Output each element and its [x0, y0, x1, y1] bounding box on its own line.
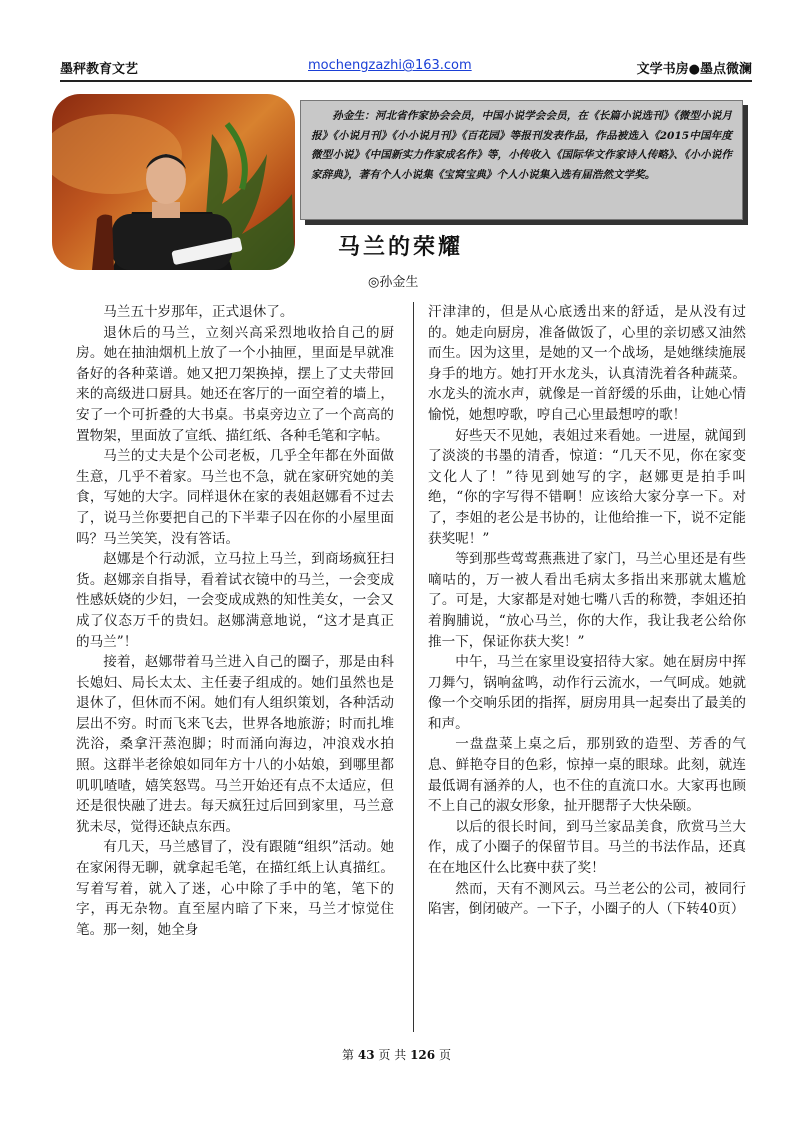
- column-name: 文学书房●墨点微澜: [636, 62, 752, 77]
- paragraph: 一盘盘菜上桌之后，那别致的造型、芳香的气息、鲜艳夺目的色彩，惊掉一桌的眼球。此刻，就连最低调有涵养的人，也不住的直流口水。大家再也顾不上自己的淑女形象，扯开腮帮子大快朵颐。: [428, 736, 746, 815]
- column-divider: [413, 302, 414, 1032]
- paragraph: 有几天，马兰感冒了，没有跟随“组织”活动。她在家闲得无聊，就拿起毛笔，在描红纸上认真描红。写着写着，就入了迷，心中除了手中的笔，笔下的字，再无杂物。直至屋内暗了下来，马兰才惊觉住笔。那一刻，她全身: [76, 839, 394, 938]
- paragraph: 等到那些莺莺燕燕进了家门，马兰心里还是有些嘀咕的，万一被人看出毛病太多指出来那就太尴尬了。可是，大家都是对她七嘴八舌的称赞，李姐还拍着胸脯说，“放心马兰，你的大作，我让我老公给你推一下，保证你获大奖！”: [428, 551, 746, 650]
- article-byline: ◎孙金生: [368, 275, 419, 290]
- paragraph: 中午，马兰在家里设宴招待大家。她在厨房中挥刀舞勺，锅响盆鸣，动作行云流水，一气呵成。她就像一个交响乐团的指挥，厨房用具一起奏出了最美的和声。: [428, 654, 746, 732]
- paragraph-continued: 汗津津的，但是从心底透出来的舒适，是从没有过的。她走向厨房，准备做饭了，心里的亲切感又油然而生。因为这里，是她的又一个战场，是她继续施展身手的地方。她打开水龙头，认真清洗着各种蔬菜。水龙头的流水声，就像是一首舒缓的乐曲，让她心情愉悦，她想哼歌，哼自己心里最想哼的歌！: [428, 304, 746, 423]
- paragraph: 好些天不见她，表姐过来看她。一进屋，就闻到了淡淡的书墨的清香，惊道：“几天不见，你在家变文化人了！”待见到她写的字，赵娜更是拍手叫绝，“你的字写得不错啊！应该给大家分享一下。对了，李姐的老公是书协的，让他给推一下，说不定能获奖呢！”: [428, 427, 746, 547]
- author-bio-text: 河北省作家协会会员，中国小说学会会员，在《长篇小说选刊》《微型小说月报》《小说月刊》《小小说月刊》《百花园》等报刊发表作品，作品被选入《2015中国年度微型小说》《中国新实力作家成名作》等，小传收入《国际华文作家诗人传略》、《小小说作家辞典》，著有个人小说集《宝窝宝典》个人小说集入选有届浩然文学奖。: [311, 110, 732, 181]
- paragraph: 马兰五十岁那年，正式退休了。: [103, 304, 294, 320]
- paragraph: 接着，赵娜带着马兰进入自己的圈子，那是由科长媳妇、局长太太、主任妻子组成的。她们虽然也是退休了，但休而不闲。她们有人组织策划，各种活动层出不穷。时而飞来飞去，世界各地旅游；时而扎堆洗浴，桑拿汗蒸泡脚；时而涌向海边，冲浪戏水拍照。这群半老徐娘如同年方十八的小姑娘，到哪里都叽叽喳喳，嬉笑怒骂。马兰开始还有点不太适应，但还是很快融了进去。每天疯狂过后回到家里，马兰意犹未尽，觉得还缺点东西。: [76, 654, 394, 835]
- paragraph: 以后的很长时间，到马兰家品美食，欣赏马兰大作，成了小圈子的保留节目。马兰的书法作品，还真在在地区什么比赛中获了奖！: [428, 818, 746, 877]
- footer-middle: 页 共: [378, 1048, 407, 1062]
- paragraph: 马兰的丈夫是个公司老板，几乎全年都在外面做生意，几乎不着家。马兰也不急，就在家研究她的美食，写她的大字。同样退休在家的表姐赵娜看不过去了，说马兰你要把自己的下半辈子囚在你的小屋里面吗？马兰笑笑，没有答话。: [76, 448, 394, 547]
- footer-suffix: 页: [438, 1048, 451, 1062]
- paragraph: 退休后的马兰，立刻兴高采烈地收拾自己的厨房。她在抽油烟机上放了一个小抽匣，里面是早就准备好的各种菜谱。她又把刀架换掉，摆上了丈夫带回来的高级进口厨具。她还在客厅的一面空着的墙上，安了一个可折叠的大书桌。书桌旁边立了一个高高的置物架，里面放了宣纸、描红纸、各种毛笔和字帖。: [76, 324, 394, 444]
- page-number: 43: [357, 1048, 375, 1062]
- author-photo: [52, 94, 295, 270]
- author-bio: [300, 100, 743, 220]
- email-link[interactable]: mochengzazhi@163.com: [308, 58, 472, 73]
- magazine-name: 墨秤教育文艺: [60, 62, 139, 77]
- author-name: 孙金生：: [332, 110, 375, 122]
- article-column-right: [428, 302, 746, 920]
- article-column-left: [76, 302, 394, 940]
- paragraph: 然而，天有不测风云。马兰老公的公司，被同行陷害，倒闭破产。一下子，小圈子的人（下转40页）: [428, 880, 746, 918]
- header-divider: [60, 80, 752, 82]
- author-portrait-illustration: [52, 94, 295, 270]
- page-footer: [0, 1046, 793, 1063]
- paragraph: 赵娜是个行动派，立马拉上马兰，到商场疯狂扫货。赵娜亲自指导，看着试衣镜中的马兰，一会变成性感妖娆的少妇，一会变成成熟的知性美女，一会又成了仪态万千的贵妇。赵娜满意地说，“这才是真正的马兰”！: [76, 551, 394, 650]
- total-pages: 126: [410, 1048, 436, 1062]
- footer-prefix: 第: [342, 1048, 355, 1062]
- page-header: [60, 58, 752, 78]
- article-title: 马兰的荣耀: [338, 235, 464, 260]
